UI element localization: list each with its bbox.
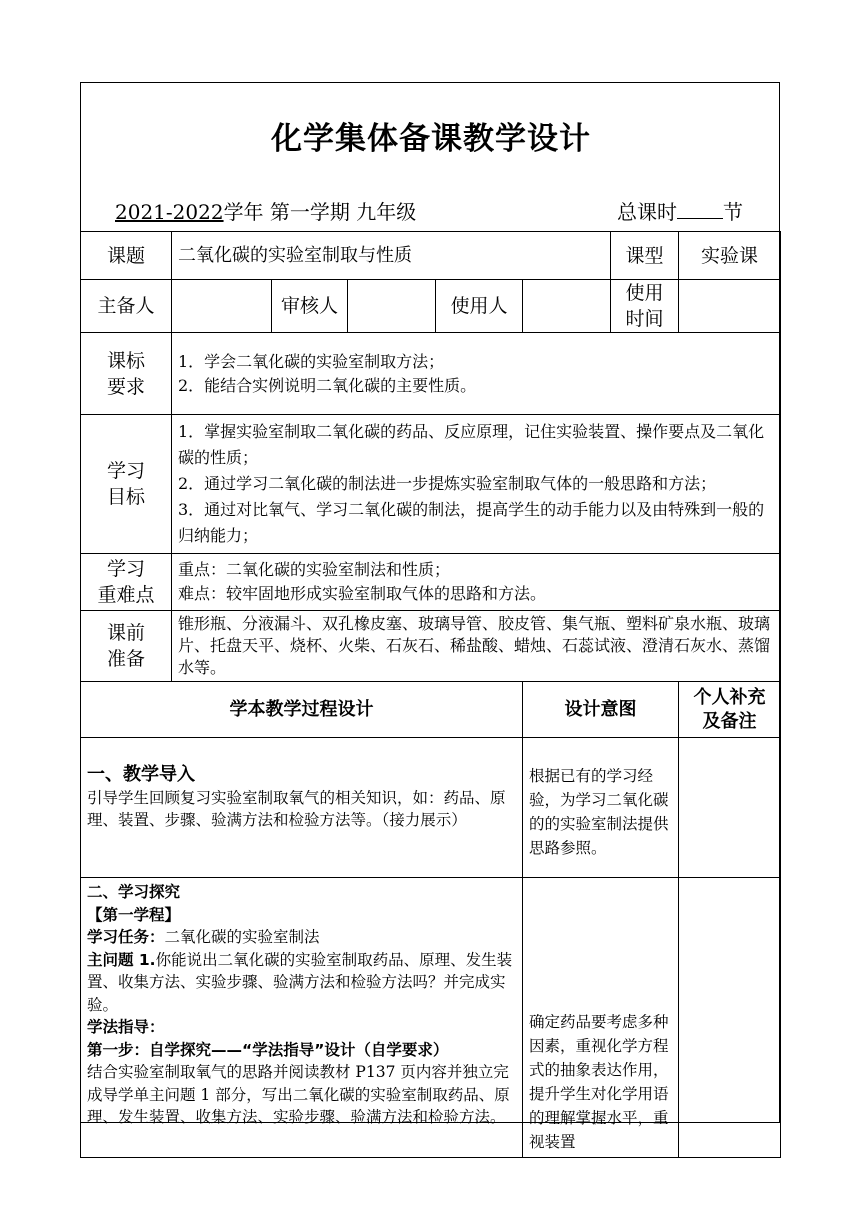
list-item: 1．掌握实验室制取二氧化碳的药品、反应原理，记住实验装置、操作要点及二氧化碳的性质； — [178, 422, 765, 467]
notes-header: 个人补充 及备注 — [679, 682, 781, 738]
section1-row — [81, 738, 781, 878]
topic-value: 二氧化碳的实验室制取与性质 — [172, 232, 611, 280]
preparer-value — [172, 280, 272, 333]
list-item: 难点：较牢固地形成实验室制取气体的思路和方法。 — [178, 584, 547, 603]
prep-row — [81, 611, 781, 682]
people-row — [81, 280, 781, 333]
standards-text — [172, 333, 781, 415]
section1-intent: 根据已有的学习经验，为学习二氧化碳的的实验室制法提供思路参照。 — [523, 738, 679, 878]
lesson-plan-sheet — [80, 82, 780, 1151]
type-value: 实验课 — [679, 232, 781, 280]
type-label: 课型 — [611, 232, 679, 280]
standards-label: 课标 要求 — [81, 333, 172, 415]
section2-content — [81, 878, 523, 1158]
section1-content — [81, 738, 523, 878]
topic-row — [81, 232, 781, 280]
reviewer-value — [348, 280, 436, 333]
prep-label: 课前 准备 — [81, 611, 172, 682]
process-header: 学本教学过程设计 — [81, 682, 523, 738]
section2-step1-text: 结合实验室制取氧气的思路并阅读教材 P137 页内容并独立完成导学单主问题 1 部分，写出二氧化碳的实验室制取药品、原理、发生装置、收集方法、实验步骤、验满方法和检验方法。 — [87, 1063, 510, 1126]
process-header-row — [81, 682, 781, 738]
section2-question: 主问题 1.你能说出二氧化碳的实验室制取药品、原理、发生装置、收集方法、实验步骤、验满方法和检验方法吗？并完成实验。 — [87, 950, 513, 1014]
school-year-line — [115, 196, 416, 225]
total-hours-unit: 节 — [723, 200, 743, 224]
user-label: 使用人 — [436, 280, 523, 333]
keypoints-text — [172, 554, 781, 611]
prep-text: 锥形瓶、分液漏斗、双孔橡皮塞、玻璃导管、胶皮管、集气瓶、塑料矿泉水瓶、玻璃片、托盘天平、烧杯、火柴、石灰石、稀盐酸、蜡烛、石蕊试液、澄清石灰水、蒸馏水等。 — [172, 611, 781, 682]
section2-step1: 第一步：自学探究——“学法指导”设计（自学要求） — [87, 1040, 449, 1059]
list-item: 2．通过学习二氧化碳的制法进一步提炼实验室制取气体的一般思路和方法； — [178, 474, 717, 493]
total-hours-label: 总课时 — [617, 200, 677, 224]
list-item: 2．能结合实例说明二氧化碳的主要性质。 — [178, 375, 477, 395]
intent-header: 设计意图 — [523, 682, 679, 738]
preparer-label: 主备人 — [81, 280, 172, 333]
total-hours-blank — [677, 200, 723, 219]
keypoints-row — [81, 554, 781, 611]
section2-heading: 二、学习探究 — [87, 883, 181, 901]
use-time-value — [679, 280, 781, 333]
goals-row — [81, 415, 781, 554]
school-year: 2021-2022 — [115, 200, 224, 224]
section2-intent: 确定药品要考虑多种因素，重视化学方程式的抽象表达作用，提升学生对化学用语的理解掌握水平，重视装置 — [523, 878, 679, 1158]
section2-notes — [679, 878, 781, 1158]
user-value — [523, 280, 611, 333]
section2-row — [81, 878, 781, 1158]
standards-row — [81, 333, 781, 415]
total-hours — [617, 196, 743, 225]
goals-label: 学习 目标 — [81, 415, 172, 554]
page-title: 化学集体备课教学设计 — [271, 121, 591, 157]
topic-label: 课题 — [81, 232, 172, 280]
lesson-table — [80, 231, 781, 1158]
section2-stage: 【第一学程】 — [87, 905, 181, 924]
list-item: 3．通过对比氧气、学习二氧化碳的制法，提高学生的动手能力以及由特殊到一般的归纳能力； — [178, 500, 765, 545]
section1-notes — [679, 738, 781, 878]
section1-heading: 一、教学导入 — [87, 764, 195, 785]
section1-text: 引导学生回顾复习实验室制取氧气的相关知识，如：药品、原理、装置、步骤、验满方法和检验方法等。（接力展示） — [87, 788, 506, 829]
list-item: 1．学会二氧化碳的实验室制取方法； — [178, 351, 445, 371]
section2-guide: 学法指导： — [87, 1018, 165, 1036]
use-time-label: 使用 时间 — [611, 280, 679, 333]
goals-text — [172, 415, 781, 554]
semester-grade: 学年 第一学期 九年级 — [223, 200, 417, 224]
list-item: 重点：二氧化碳的实验室制法和性质； — [178, 560, 451, 579]
keypoints-label: 学习 重难点 — [81, 554, 172, 611]
section2-task: 学习任务：二氧化碳的实验室制法 — [87, 928, 320, 946]
reviewer-label: 审核人 — [272, 280, 348, 333]
